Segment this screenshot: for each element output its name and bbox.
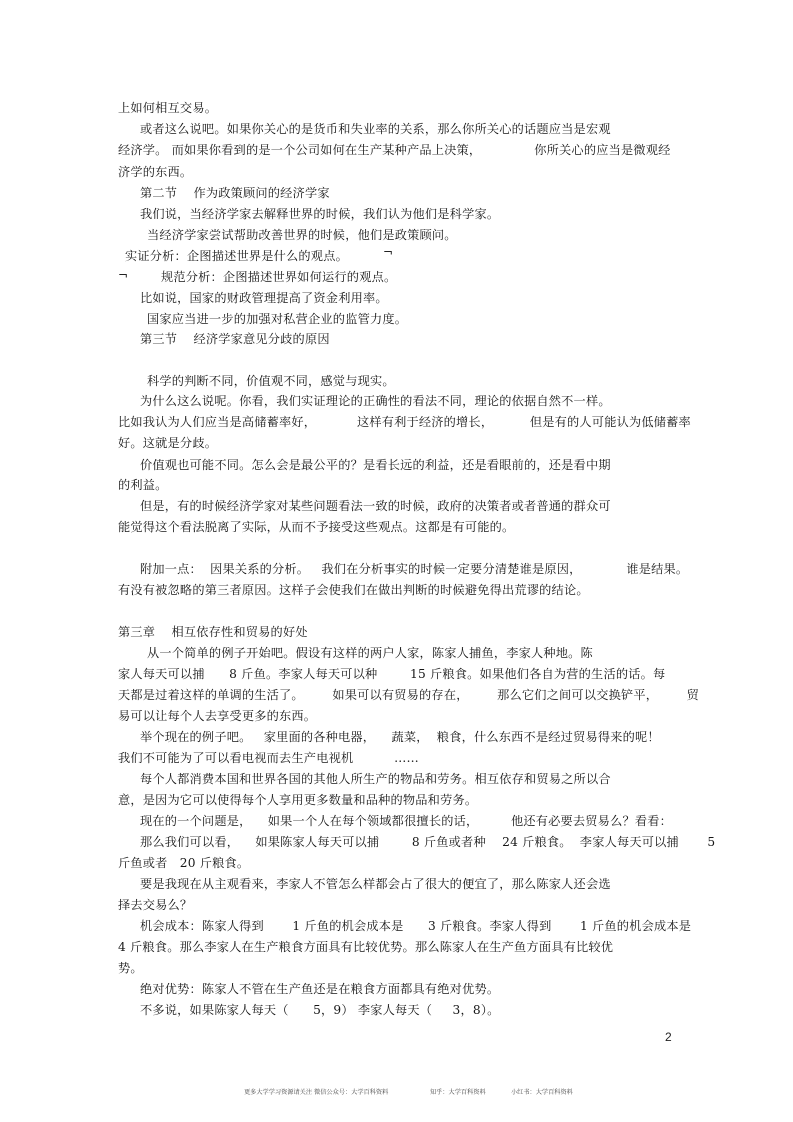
text-line: 科学的判断不同，价值观不同，感觉与现实。 <box>147 374 395 388</box>
text-line: 从一个简单的例子开始吧。假设有这样的两户人家，陈家人捕鱼，李家人种地。陈 <box>147 646 593 660</box>
text-line: 能觉得这个看法脱离了实际，从而不予接受这些观点。这都是有可能的。 <box>118 520 515 534</box>
text-line: 实证分析：企图描述世界是什么的观点。 <box>125 249 348 263</box>
text-line: 要是我现在从主观看来，李家人不管怎么样都会占了很大的便宜了，那么陈家人还会选 <box>140 877 611 891</box>
text-line: 当经济学家尝试帮助改善世界的时候，他们是政策顾问。 <box>147 228 457 242</box>
text-line: 但是，有的时候经济学家对某些问题看法一致的时候，政府的决策者或者普通的群众可 <box>140 499 611 513</box>
text-line: 绝对优势：陈家人不管在生产鱼还是在粮食方面都具有绝对优势。 <box>140 982 500 996</box>
text-line: 4 斤粮食。那么李家人在生产粮食方面具有比较优势。那么陈家人在生产鱼方面具有比较优 <box>118 940 614 954</box>
text-line: 济学的东西。 <box>118 165 193 179</box>
footer-wechat-text: 更多大学学习资源请关注 微信公众号：大学百科资料 <box>244 1089 389 1096</box>
text-line: 国家应当进一步的加强对私营企业的监管力度。 <box>147 312 408 326</box>
text-line: 比如我认为人们应当是高储蓄率好， 这样有利于经济的增长， 但是有的人可能认为低储蓄率 <box>118 415 691 429</box>
text-line: 为什么这么说呢。你看，我们实证理论的正确性的看法不同，理论的依据自然不一样。 <box>140 394 611 408</box>
text-line: 比如说，国家的财政管理提高了资金利用率。 <box>140 291 388 305</box>
text-line: 那么我们可以看， 如果陈家人每天可以捕 8 斤鱼或者种 24 斤粮食。 李家人每天可以捕 5 <box>140 835 716 849</box>
text-line: 好。这就是分歧。 <box>118 436 218 450</box>
text-line: 附加一点： 因果关系的分析。 我们在分析事实的时候一定要分清楚谁是原因， 谁是结果。 <box>140 562 689 576</box>
text-line: 我们说，当经济学家去解释世界的时候，我们认为他们是科学家。 <box>140 207 500 221</box>
text-line: 经济学。 而如果你看到的是一个公司如何在生产某种产品上决策， 你所关心的应当是微观经 <box>118 143 671 157</box>
text-line: 每个人都消费本国和世界各国的其他人所生产的物品和劳务。相互依存和贸易之所以合 <box>140 772 611 786</box>
text-line: 我们不可能为了可以看电视而去生产电视机 …… <box>118 751 419 765</box>
section-heading: 第三节 经济学家意见分歧的原因 <box>140 332 330 346</box>
text-line: 规范分析：企图描述世界如何运行的观点。 <box>161 270 397 284</box>
footer-xiaohongshu-text: 小红书：大学百科资料 <box>511 1089 573 1096</box>
text-line: 易可以让每个人去享受更多的东西。 <box>118 709 317 723</box>
text-line: 或者这么说吧。如果你关心的是货币和失业率的关系，那么你所关心的话题应当是宏观 <box>140 122 611 136</box>
page-number: 2 <box>665 1030 672 1044</box>
text-line: 有没有被忽略的第三者原因。这样子会使我们在做出判断的时候避免得出荒谬的结论。 <box>118 583 589 597</box>
text-line: 天都是过着这样的单调的生活了。 如果可以有贸易的存在， 那么它们之间可以交换铲平， 贸 <box>118 688 700 702</box>
text-line: 斤鱼或者 20 斤粮食。 <box>118 856 250 870</box>
text-line: 势。 <box>118 961 143 975</box>
text-line: 上如何相互交易。 <box>118 101 218 115</box>
text-line: 家人每天可以捕 8 斤鱼。李家人每天可以种 15 斤粮食。如果他们各自为营的生活的话。每 <box>118 667 666 681</box>
text-line: 的利益。 <box>118 478 168 492</box>
text-line: 现在的一个问题是， 如果一个人在每个领域都很擅长的话， 他还有必要去贸易么？看看： <box>140 814 673 828</box>
text-line: 举个现在的例子吧。 家里面的各种电器， 蔬菜， 粮食，什么东西不是经过贸易得来的呢！ <box>140 730 660 744</box>
section-heading: 第二节 作为政策顾问的经济学家 <box>140 186 330 200</box>
chapter-heading: 第三章 相互依存性和贸易的好处 <box>118 625 308 639</box>
bracket-mark: ¬ <box>383 245 394 259</box>
bracket-mark: ¬ <box>118 268 129 282</box>
text-line: 不多说，如果陈家人每天（ 5，9） 李家人每天（ 3，8）。 <box>140 1003 500 1017</box>
text-line: 价值观也可能不同。怎么会是最公平的？是看长远的利益，还是看眼前的，还是看中期 <box>140 458 611 472</box>
footer-zhihu-text: 知乎：大学百科资料 <box>430 1089 486 1096</box>
text-line: 意，是因为它可以使得每个人享用更多数量和品种的物品和劳务。 <box>118 793 478 807</box>
text-line: 择去交易么？ <box>118 898 193 912</box>
text-line: 机会成本：陈家人得到 1 斤鱼的机会成本是 3 斤粮食。李家人得到 1 斤鱼的机会成本是 <box>140 919 692 933</box>
